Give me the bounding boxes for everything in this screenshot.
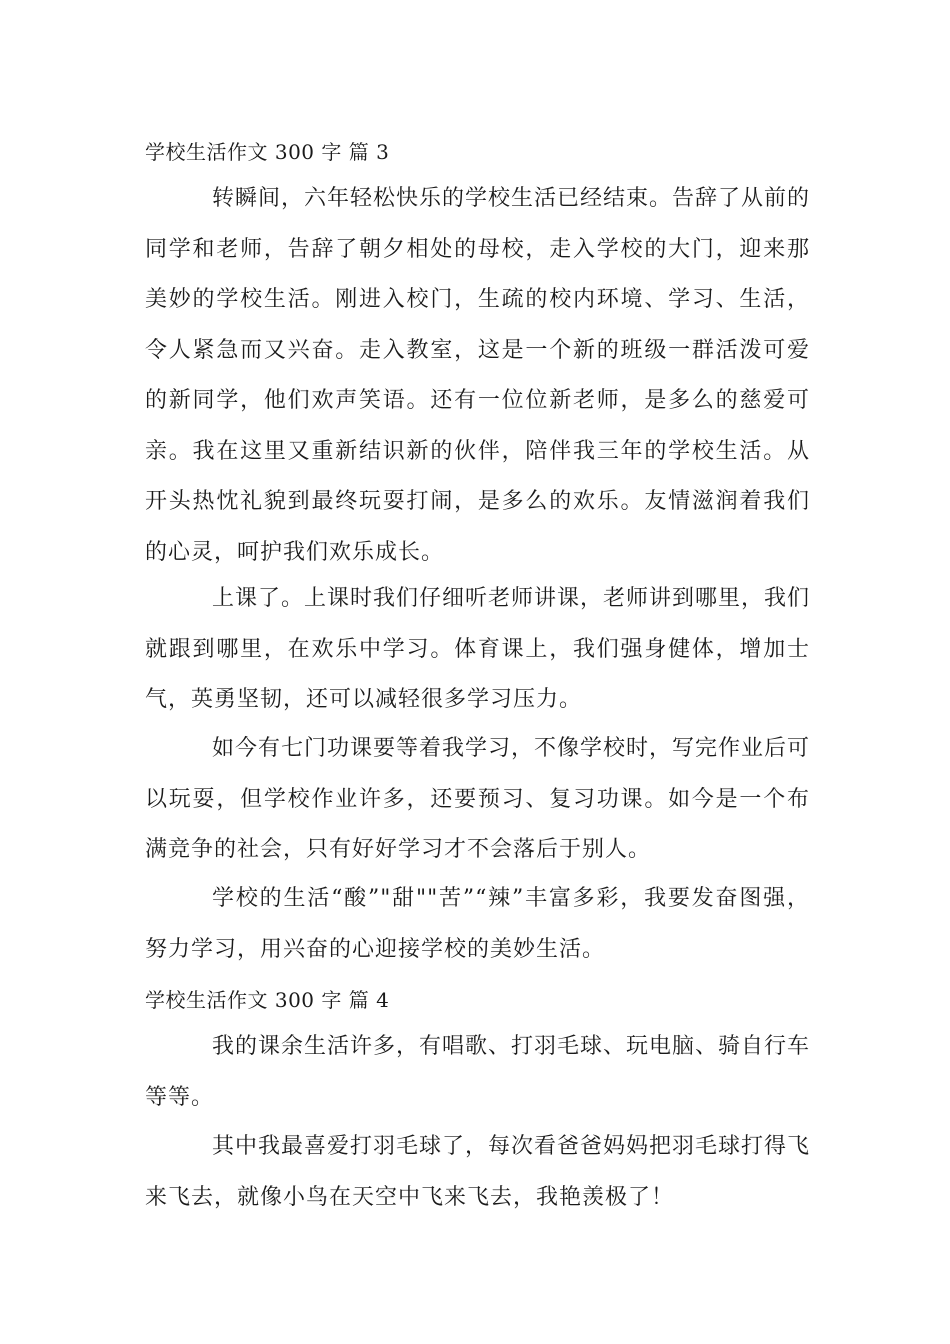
paragraph: 上课了。上课时我们仔细听老师讲课，老师讲到哪里，我们就跟到哪里，在欢乐中学习。体育课上，我们强身健体，增加士气，英勇坚韧，还可以减轻很多学习压力。 bbox=[145, 586, 811, 712]
paragraph: 我的课余生活许多，有唱歌、打羽毛球、玩电脑、骑自行车等等。 bbox=[145, 1034, 811, 1110]
paragraph: 如今有七门功课要等着我学习，不像学校时，写完作业后可以玩耍，但学校作业许多，还要预习、复习功课。如今是一个布满竞争的社会，只有好好学习才不会落后于别人。 bbox=[145, 736, 811, 862]
section-heading: 学校生活作文 300 字 篇 3 bbox=[145, 140, 390, 164]
paragraph: 其中我最喜爱打羽毛球了，每次看爸爸妈妈把羽毛球打得飞来飞去，就像小鸟在天空中飞来飞去，我艳羡极了！ bbox=[145, 1134, 811, 1210]
paragraph: 转瞬间，六年轻松快乐的学校生活已经结束。告辞了从前的同学和老师，告辞了朝夕相处的母校，走入学校的大门，迎来那美妙的学校生活。刚进入校门，生疏的校内环境、学习、生活，令人紧急而又兴奋。走入教室，这是一个新的班级一群活泼可爱的新同学，他们欢声笑语。还有一位位新老师，是多么的慈爱可亲。我在这里又重新结识新的伙伴，陪伴我三年的学校生活。从开头热忱礼貌到最终玩耍打闹，是多么的欢乐。友情滋润着我们的心灵，呵护我们欢乐成长。 bbox=[145, 186, 811, 565]
paragraph: 学校的生活“酸”"甜""苦”“辣”丰富多彩，我要发奋图强，努力学习，用兴奋的心迎接学校的美妙生活。 bbox=[145, 886, 810, 962]
section-heading: 学校生活作文 300 字 篇 4 bbox=[145, 988, 390, 1012]
